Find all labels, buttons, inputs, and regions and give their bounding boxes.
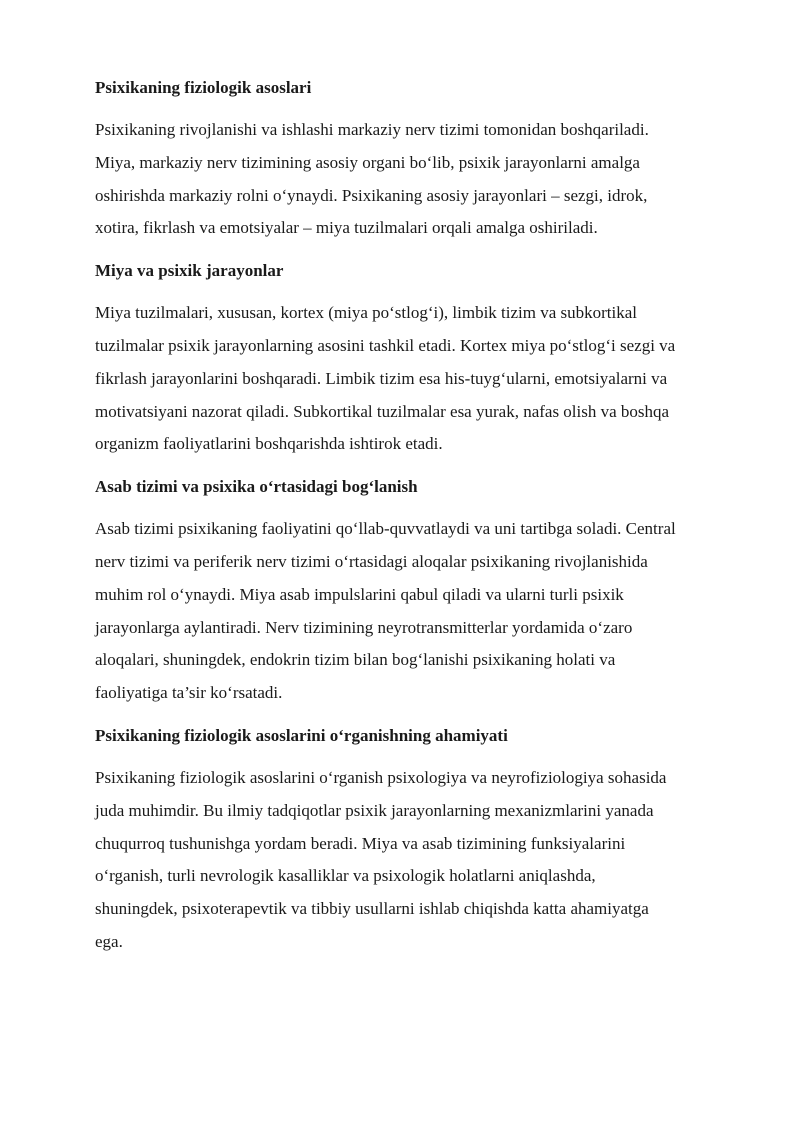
paragraph-line: faoliyatiga ta’sir ko‘rsatadi. bbox=[95, 683, 283, 703]
section-paragraph bbox=[95, 114, 745, 245]
paragraph-line: tuzilmalar psixik jarayonlarning asosini tashkil etadi. Kortex miya po‘stlog‘i sezgi va bbox=[95, 335, 676, 355]
paragraph-line: o‘rganish, turli nevrologik kasalliklar va psixologik holatlarni aniqlashda, bbox=[95, 866, 596, 886]
section-heading: Psixikaning fiziologik asoslarini o‘rganishning ahamiyati bbox=[95, 725, 508, 745]
paragraph-line: aloqalari, shuningdek, endokrin tizim bilan bog‘lanishi psixikaning holati va bbox=[95, 650, 616, 670]
paragraph-line: muhim rol o‘ynaydi. Miya asab impulslarini qabul qiladi va ularni turli psixik bbox=[95, 584, 624, 604]
paragraph-line: Psixikaning rivojlanishi va ishlashi markaziy nerv tizimi tomonidan boshqariladi. bbox=[95, 120, 649, 139]
paragraph-line: Psixikaning fiziologik asoslarini o‘rganish psixologiya va neyrofiziologiya sohasida bbox=[95, 767, 667, 787]
paragraph-line: shuningdek, psixoterapevtik va tibbiy usullarni ishlab chiqishda katta ahamiyatga bbox=[95, 899, 649, 919]
paragraph-line: fikrlash jarayonlarini boshqaradi. Limbik tizim esa his-tuyg‘ularni, emotsiyalarni va bbox=[95, 368, 668, 388]
section-paragraph bbox=[95, 513, 745, 710]
paragraph-line: juda muhimdir. Bu ilmiy tadqiqotlar psixik jarayonlarning mexanizmlarini yanada bbox=[95, 800, 654, 820]
paragraph-line: oshirishda markaziy rolni o‘ynaydi. Psixikaning asosiy jarayonlari – sezgi, idrok, bbox=[95, 185, 648, 205]
paragraph-line: jarayonlarga aylantiradi. Nerv tizimining neyrotransmitterlar yordamida o‘zaro bbox=[95, 617, 633, 637]
paragraph-line: Miya, markaziy nerv tizimining asosiy organi bo‘lib, psixik jarayonlarni amalga bbox=[95, 152, 640, 172]
section-paragraph bbox=[95, 762, 745, 959]
paragraph-line: nerv tizimi va periferik nerv tizimi o‘rtasidagi aloqalar psixikaning rivojlanishida bbox=[95, 551, 648, 571]
section-heading: Miya va psixik jarayonlar bbox=[95, 261, 284, 281]
section-heading: Asab tizimi va psixika o‘rtasidagi bog‘lanish bbox=[95, 477, 418, 497]
paragraph-line: organizm faoliyatlarini boshqarishda ishtirok etadi. bbox=[95, 434, 443, 454]
paragraph-line: chuqurroq tushunishga yordam beradi. Miya va asab tizimining funksiyalarini bbox=[95, 833, 626, 853]
document-page bbox=[95, 72, 745, 969]
paragraph-line: xotira, fikrlash va emotsiyalar – miya tuzilmalari orqali amalga oshiriladi. bbox=[95, 218, 598, 238]
paragraph-line: motivatsiyani nazorat qiladi. Subkortikal tuzilmalar esa yurak, nafas olish va boshqa bbox=[95, 401, 670, 421]
paragraph-line: Miya tuzilmalari, xususan, kortex (miya po‘stlog‘i), limbik tizim va subkortikal bbox=[95, 303, 638, 323]
section-paragraph bbox=[95, 297, 745, 461]
paragraph-line: ega. bbox=[95, 931, 123, 951]
section-heading: Psixikaning fiziologik asoslari bbox=[95, 78, 312, 97]
paragraph-line: Asab tizimi psixikaning faoliyatini qo‘llab-quvvatlaydi va uni tartibga soladi. Central bbox=[95, 519, 676, 539]
